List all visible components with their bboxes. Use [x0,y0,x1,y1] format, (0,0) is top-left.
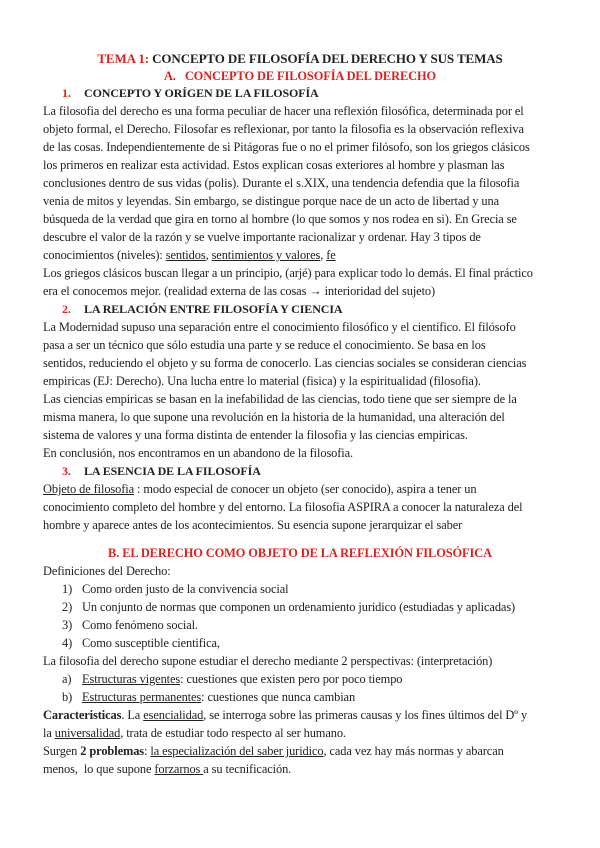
paragraph-line: descubre el valor de la razón y se vuelve importante racionalizar y ordenar. Hay 3 tipos de [43,230,481,244]
paragraph-line: conocimiento completo del hombre y del entorno. La filosofia ASPIRA a conocer la naturaleza del [43,500,523,514]
section-a-title: CONCEPTO DE FILOSOFÍA DEL DERECHO [184,69,437,83]
paragraph-line: Las ciencias empiricas se basan en la inefabilidad de las ciencias, todo tiene que ser siempre de la [43,392,517,406]
paragraph-line: los primeros en realizar esta actividad. Estos explican cosas exteriores al hombre y plasman las [43,158,505,172]
paragraph-line: sistema de valores y una forma distinta de entender la filosofia y las ciencias empiricas. [43,428,468,442]
paragraph-line: objeto formal, el Derecho. Filosofar es reflexionar, por tanto la filosofia es la observación reflexiva [43,122,524,136]
problems-line [43,760,291,778]
paragraph-line: era el conocemos mejor. (realidad externa de las cosas → interioridad del sujeto) [43,284,436,298]
item-text: Como orden justo de la convivencia social [82,582,289,596]
definition-item [62,598,515,616]
heading-2-title: LA RELACIÓN ENTRE FILOSOFÍA Y CIENCIA [84,302,343,316]
heading-2-number: 2. [62,302,71,316]
paragraph-line: En conclusión, nos encontramos en un abandono de la filosofia. [43,446,354,460]
definition-item [62,634,220,652]
item-number: 4) [62,636,73,650]
item-text: Un conjunto de normas que componen un ordenamiento juridico (estudiadas y aplicadas) [82,600,516,614]
paragraph-line: conclusiones dentro de sus vidas (polis). Durante el s.XIX, una tendencia defendia que la filosofia [43,176,520,190]
definition-item [62,580,289,598]
paragraph-line: misma manera, lo que supone una revolución en la historia de la humanidad, una alteración del [43,410,505,424]
term-objeto: Objeto de filosofia [43,482,135,496]
object-of-philosophy-line [43,480,476,498]
term-especializacion: la especialización del saber juridico [150,744,324,758]
paragraph-line: pasa a ser un técnico que sólo estudia una parte y se reduce el conocimiento. Se basa en los [43,338,486,352]
problems-line [43,742,504,760]
text: : [144,744,151,758]
heading-1 [62,84,319,102]
item-text: : cuestiones que nunca cambian [201,690,356,704]
section-a-marker: A. [163,69,176,83]
heading-2 [62,300,342,318]
item-text: : cuestiones que existen pero por poco tiempo [180,672,403,686]
page-title [0,50,600,68]
paragraph-line: de las cosas. Independientemente de si Pitágoras fue o no el primer filósofo, son los griegos clásicos [43,140,530,154]
section-b-heading: B. EL DERECHO COMO OBJETO DE LA REFLEXIÓN FILOSÓFICA [108,546,492,560]
knowledge-levels-line [43,246,336,264]
item-letter: a) [62,672,72,686]
text: Surgen [43,744,81,758]
characteristics-label: Caracteristicas [43,708,122,722]
text: , trata de estudiar todo respecto al ser humano. [120,726,346,740]
paragraph-line: La filosofia del derecho es una forma peculiar de hacer una reflexión filosófica, determinada por el [43,104,524,118]
text: menos, lo que supone [43,762,155,776]
term-universalidad: universalidad [54,726,121,740]
level-sentidos: sentidos [165,248,206,262]
section-a-heading [0,67,600,85]
paragraph-line: La Modernidad supuso una separación entre el conocimiento filosófico y el científico. El filósofo [43,320,516,334]
item-letter: b) [62,690,73,704]
term-estructuras-permanentes: Estructuras permanentes [82,690,202,704]
term-esencialidad: esencialidad [143,708,204,722]
perspective-item [62,688,355,706]
problems-label: 2 problemas [80,744,145,758]
paragraph-line: empiricas (EJ: Derecho). Una lucha entre lo material (fisica) y la espiritualidad (filosofia). [43,374,481,388]
title-text: CONCEPTO DE FILOSOFÍA DEL DERECHO Y SUS TEMAS [148,51,503,66]
paragraph-line: sentidos, reduciendo el objeto y su forma de conocerlo. Las ciencias sociales se consideran ciencias [43,356,527,370]
heading-1-title: CONCEPTO Y ORÍGEN DE LA FILOSOFÍA [84,86,319,100]
heading-1-number: 1. [62,86,71,100]
levels-prefix: conocimientos (niveles): [43,248,166,262]
level-sentimientos: sentimientos y valores [211,248,321,262]
paragraph-line: Los griegos clásicos buscan llegar a un principio, (arjé) para explicar todo lo demás. El final práctico [43,266,533,280]
item-number: 1) [62,582,73,596]
paragraph-line: venia de mitos y leyendas. Sin embargo, se distingue porque nace de un acto de libertad y una [43,194,500,208]
text: la [43,726,55,740]
definitions-intro: Definiciones del Derecho: [43,564,171,578]
heading-3-number: 3. [62,464,71,478]
level-fe: fe [326,248,336,262]
title-prefix: TEMA 1: [97,51,149,66]
text: a su tecnificación. [203,762,292,776]
characteristics-line [43,706,527,724]
term-estructuras-vigentes: Estructuras vigentes [82,672,181,686]
item-text: Como susceptible cientifica, [82,636,220,650]
heading-3-title: LA ESENCIA DE LA FILOSOFÍA [84,464,261,478]
item-text: Como fenómeno social. [82,618,198,632]
item-number: 2) [62,600,73,614]
heading-3 [62,462,261,480]
text: , cada vez hay más normas y abarcan [323,744,504,758]
characteristics-line [43,724,346,742]
paragraph-line: búsqueda de la verdad que gira en torno al hombre (lo que somos y nos rodea en si). En Grecia se [43,212,517,226]
paragraph-line: hombre y aparece antes de los acontecimientos. Su esencia supone jerarquizar el saber [43,518,463,532]
text: , se interroga sobre las primeras causas y los fines últimos del Dº y [203,708,528,722]
perspectives-intro: La filosofia del derecho supone estudiar el derecho mediante 2 perspectivas: (interpretación) [43,654,493,668]
separator: , [205,248,212,262]
term-forzarnos: forzarnos [154,762,204,776]
separator: , [320,248,327,262]
text: . La [121,708,144,722]
perspective-item [62,670,402,688]
item-number: 3) [62,618,73,632]
definition-text: : modo especial de conocer un objeto (ser conocido), aspira a tener un [134,482,477,496]
definition-item [62,616,198,634]
